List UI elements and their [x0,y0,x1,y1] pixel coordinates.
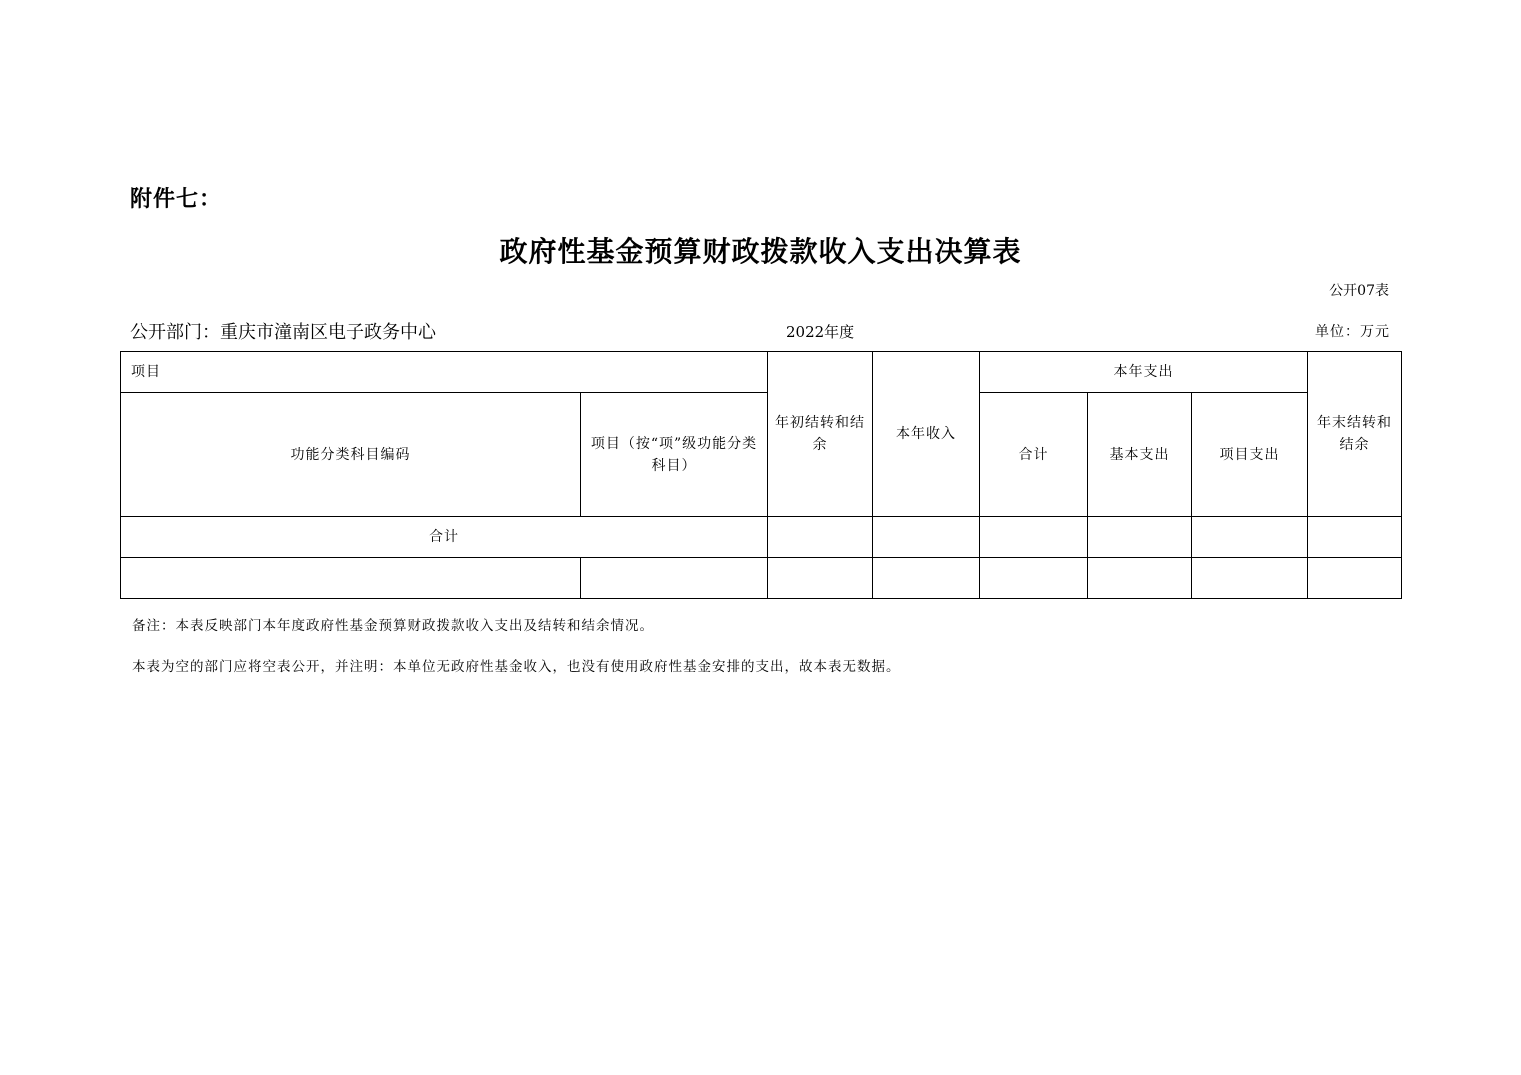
header-begin-balance: 年初结转和结余 [768,352,873,517]
total-begin-balance [768,517,873,558]
budget-table [120,351,1402,599]
meta-row [130,318,1390,342]
header-row-1 [121,352,1402,393]
header-project: 项目 [121,352,768,393]
row-end-balance [1308,558,1402,599]
row-func-code [121,558,581,599]
header-current-income: 本年收入 [873,352,980,517]
row-project-name [581,558,768,599]
fiscal-year: 2022年度 [786,323,855,341]
department-label: 公开部门：重庆市潼南区电子政务中心 [130,322,436,343]
page-title: 政府性基金预算财政拨款收入支出决算表 [499,235,1022,268]
total-row [121,517,1402,558]
total-end-balance [1308,517,1402,558]
header-basic-expense: 基本支出 [1088,393,1192,517]
total-basic-expense [1088,517,1192,558]
empty-table-note: 本表为空的部门应将空表公开，并注明：本单位无政府性基金收入，也没有使用政府性基金安排的支出，故本表无数据。 [132,659,901,675]
total-current-income [873,517,980,558]
table-row [121,558,1402,599]
remark-note: 备注：本表反映部门本年度政府性基金预算财政拨款收入支出及结转和结余情况。 [132,618,654,634]
total-expense-total [980,517,1088,558]
header-row-2 [121,393,1402,517]
header-project-expense: 项目支出 [1192,393,1308,517]
total-project-expense [1192,517,1308,558]
row-project-expense [1192,558,1308,599]
row-expense-total [980,558,1088,599]
header-current-expense: 本年支出 [980,352,1308,393]
header-end-balance: 年末结转和结余 [1308,352,1402,517]
row-basic-expense [1088,558,1192,599]
attachment-label: 附件七： [130,186,223,212]
row-begin-balance [768,558,873,599]
total-label: 合计 [121,517,768,558]
header-project-name: 项目（按“项”级功能分类科目） [581,393,768,517]
header-expense-total: 合计 [980,393,1088,517]
header-func-code: 功能分类科目编码 [121,393,581,517]
form-code: 公开07表 [1329,283,1389,299]
unit-label: 单位：万元 [1315,324,1390,340]
row-current-income [873,558,980,599]
